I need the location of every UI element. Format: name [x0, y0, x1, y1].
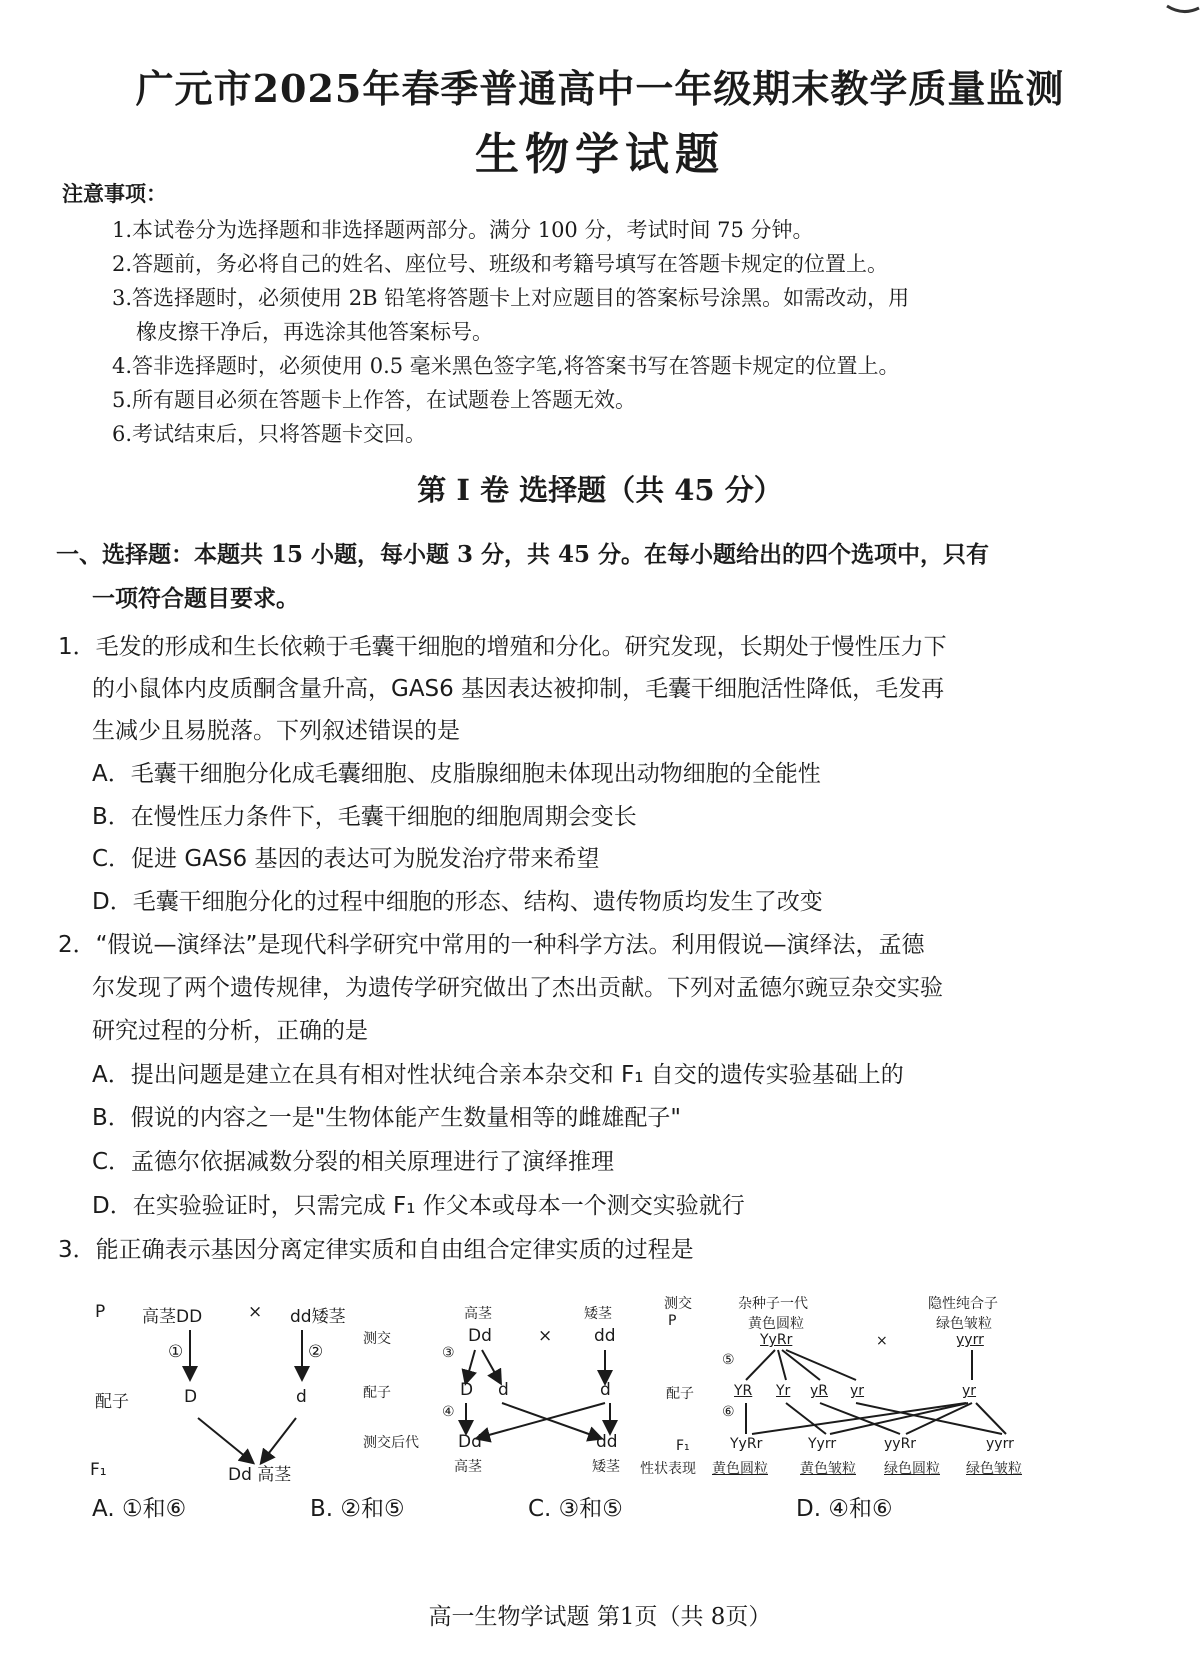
- exam-title: 广元市2025年春季普通高中一年级期末教学质量监测: [135, 66, 1065, 111]
- question-1-stem: 生减少且易脱落。下列叙述错误的是: [92, 718, 460, 744]
- diagram3-recessive-phenotype: 绿色皱粒: [936, 1316, 992, 1332]
- part-instructions: 一项符合题目要求。: [92, 585, 299, 612]
- diagram3-gamete-yr-1: YR: [734, 1383, 753, 1399]
- question-3-option-d: D. ④和⑥: [796, 1496, 893, 1522]
- notice-heading: 注意事项：: [62, 181, 167, 206]
- diagram2-gamete-2: d: [498, 1380, 509, 1400]
- diagram3-phenotype-1: 黄色圆粒: [712, 1461, 768, 1477]
- diagram1-gamete-d: D: [184, 1387, 198, 1407]
- diagram2-tall-label: 高茎: [464, 1306, 492, 1322]
- diagram3-cross: ×: [876, 1333, 888, 1349]
- diagram1-gamete-d-recessive: d: [296, 1387, 307, 1407]
- diagram3-gamete-label: 配子: [666, 1386, 694, 1402]
- diagram3-phenotype-3: 绿色圆粒: [884, 1461, 940, 1477]
- diagram3-testcross-label: 测交: [664, 1296, 692, 1312]
- diagram1-cross: ×: [248, 1302, 263, 1322]
- diagram3-gamete-yr-2: Yr: [776, 1383, 791, 1399]
- diagram2-testcross-label: 测交: [363, 1331, 391, 1347]
- question-1-option-b: B．在慢性压力条件下，毛囊干细胞的细胞周期会变长: [92, 804, 637, 830]
- diagram2-offspring-label: 测交后代: [363, 1435, 419, 1451]
- diagram2-gamete-1: D: [460, 1380, 474, 1400]
- exam-subtitle: 生物学试题: [475, 129, 725, 180]
- diagram3-offspring-3: yyRr: [884, 1436, 917, 1452]
- diagram3-p-label: P: [668, 1313, 677, 1329]
- question-3-stem: 3．能正确表示基因分离定律实质和自由组合定律实质的过程是: [58, 1237, 694, 1263]
- notice-item: 橡皮擦干净后，再选涂其他答案标号。: [136, 320, 493, 344]
- diagram2-gamete-3: d: [600, 1380, 611, 1400]
- diagram2-step4: ④: [442, 1404, 455, 1420]
- diagram1-f1-label: F₁: [90, 1460, 107, 1480]
- question-1-option-c: C．促进 GAS6 基因的表达可为脱发治疗带来希望: [92, 846, 600, 872]
- part-instructions: 一、选择题：本题共 15 小题，每小题 3 分，共 45 分。在每小题给出的四个选项中，只有: [56, 541, 990, 568]
- diagram3-f1-label: F₁: [676, 1438, 690, 1454]
- notice-item: 3.答选择题时，必须使用 2B 铅笔将答题卡上对应题目的答案标号涂黑。如需改动，用: [112, 286, 910, 310]
- diagram3-hybrid-label: 杂种子一代: [738, 1296, 808, 1312]
- question-2-option-b: B．假说的内容之一是"生物体能产生数量相等的雌雄配子": [92, 1105, 681, 1131]
- diagram3-offspring-4: yyrr: [986, 1436, 1014, 1452]
- question-3-option-b: B. ②和⑤: [310, 1496, 405, 1522]
- diagram1-gamete-label: 配子: [95, 1392, 129, 1412]
- question-2-option-c: C．孟德尔依据减数分裂的相关原理进行了演绎推理: [92, 1149, 615, 1175]
- diagram1-parent1: 高茎DD: [142, 1307, 203, 1327]
- diagram3-offspring-1: YyRr: [730, 1436, 763, 1452]
- notice-item: 4.答非选择题时，必须使用 0.5 毫米黑色签字笔,将答案书写在答题卡规定的位置上。: [112, 354, 900, 378]
- diagram2-short-label: 矮茎: [584, 1306, 612, 1322]
- notice-item: 1.本试卷分为选择题和非选择题两部分。满分 100 分，考试时间 75 分钟。: [112, 218, 814, 242]
- diagram3-offspring-2: Yyrr: [808, 1436, 837, 1452]
- diagram1-p-label: P: [95, 1302, 106, 1322]
- diagram2-cross: ×: [538, 1326, 553, 1346]
- diagram3-hybrid-phenotype: 黄色圆粒: [748, 1316, 804, 1332]
- diagram3-gamete-yr-3: yR: [810, 1383, 829, 1399]
- diagram2-parent2: dd: [594, 1326, 616, 1346]
- diagram1-step2: ②: [308, 1342, 324, 1362]
- question-2-option-a: A．提出问题是建立在具有相对性状纯合亲本杂交和 F₁ 自交的遗传实验基础上的: [92, 1062, 904, 1088]
- diagram1-parent2: dd矮茎: [290, 1307, 346, 1327]
- diagram3-gamete-recessive: yr: [962, 1383, 977, 1399]
- diagram3-phenotype-2: 黄色皱粒: [800, 1461, 856, 1477]
- diagram2-offspring-2: dd: [596, 1432, 618, 1452]
- question-3-option-c: C. ③和⑤: [528, 1496, 623, 1522]
- diagram1-f1: Dd 高茎: [228, 1465, 292, 1485]
- question-2-stem: 尔发现了两个遗传规律，为遗传学研究做出了杰出贡献。下列对孟德尔豌豆杂交实验: [92, 975, 943, 1001]
- notice-item: 2.答题前，务必将自己的姓名、座位号、班级和考籍号填写在答题卡规定的位置上。: [112, 252, 889, 276]
- question-1-stem: 的小鼠体内皮质酮含量升高，GAS6 基因表达被抑制，毛囊干细胞活性降低，毛发再: [92, 676, 945, 702]
- question-2-stem: 2．“假说—演绎法”是现代科学研究中常用的一种科学方法。利用假说—演绎法，孟德: [58, 932, 925, 958]
- notice-item: 6.考试结束后，只将答题卡交回。: [112, 422, 427, 446]
- diagram3-recessive-label: 隐性纯合子: [928, 1296, 998, 1312]
- diagram3-gamete-yr-4: yr: [850, 1383, 865, 1399]
- question-1-option-a: A．毛囊干细胞分化成毛囊细胞、皮脂腺细胞未体现出动物细胞的全能性: [92, 761, 821, 787]
- notice-item: 5.所有题目必须在答题卡上作答，在试题卷上答题无效。: [112, 388, 637, 412]
- diagram2-offspring-2-phenotype: 矮茎: [592, 1459, 620, 1475]
- diagram2-offspring-1: Dd: [458, 1432, 482, 1452]
- diagram2-gamete-label: 配子: [363, 1385, 391, 1401]
- page-footer: 高一生物学试题 第1页（共 8页）: [428, 1604, 772, 1630]
- question-2-option-d: D．在实验验证时，只需完成 F₁ 作父本或母本一个测交实验就行: [92, 1193, 745, 1219]
- diagram2-step3: ③: [442, 1345, 455, 1361]
- diagram2-offspring-1-phenotype: 高茎: [454, 1459, 482, 1475]
- question-2-stem: 研究过程的分析，正确的是: [92, 1018, 368, 1044]
- diagram3-phenotype-label: 性状表现: [640, 1461, 696, 1477]
- question-3-option-a: A. ①和⑥: [92, 1496, 187, 1522]
- diagram2-parent1: Dd: [468, 1326, 492, 1346]
- question-1-option-d: D．毛囊干细胞分化的过程中细胞的形态、结构、遗传物质均发生了改变: [92, 889, 823, 915]
- question-1-stem: 1．毛发的形成和生长依赖于毛囊干细胞的增殖和分化。研究发现，长期处于慢性压力下: [58, 634, 947, 660]
- diagram1-step1: ①: [168, 1342, 184, 1362]
- diagram3-step6: ⑥: [722, 1404, 735, 1420]
- diagram3-step5: ⑤: [722, 1352, 735, 1368]
- diagram3-parent2: yyrr: [956, 1332, 984, 1348]
- diagram3-parent1: YyRr: [760, 1332, 793, 1348]
- section-heading: 第 I 卷 选择题（共 45 分）: [417, 473, 783, 507]
- diagram3-phenotype-4: 绿色皱粒: [966, 1461, 1022, 1477]
